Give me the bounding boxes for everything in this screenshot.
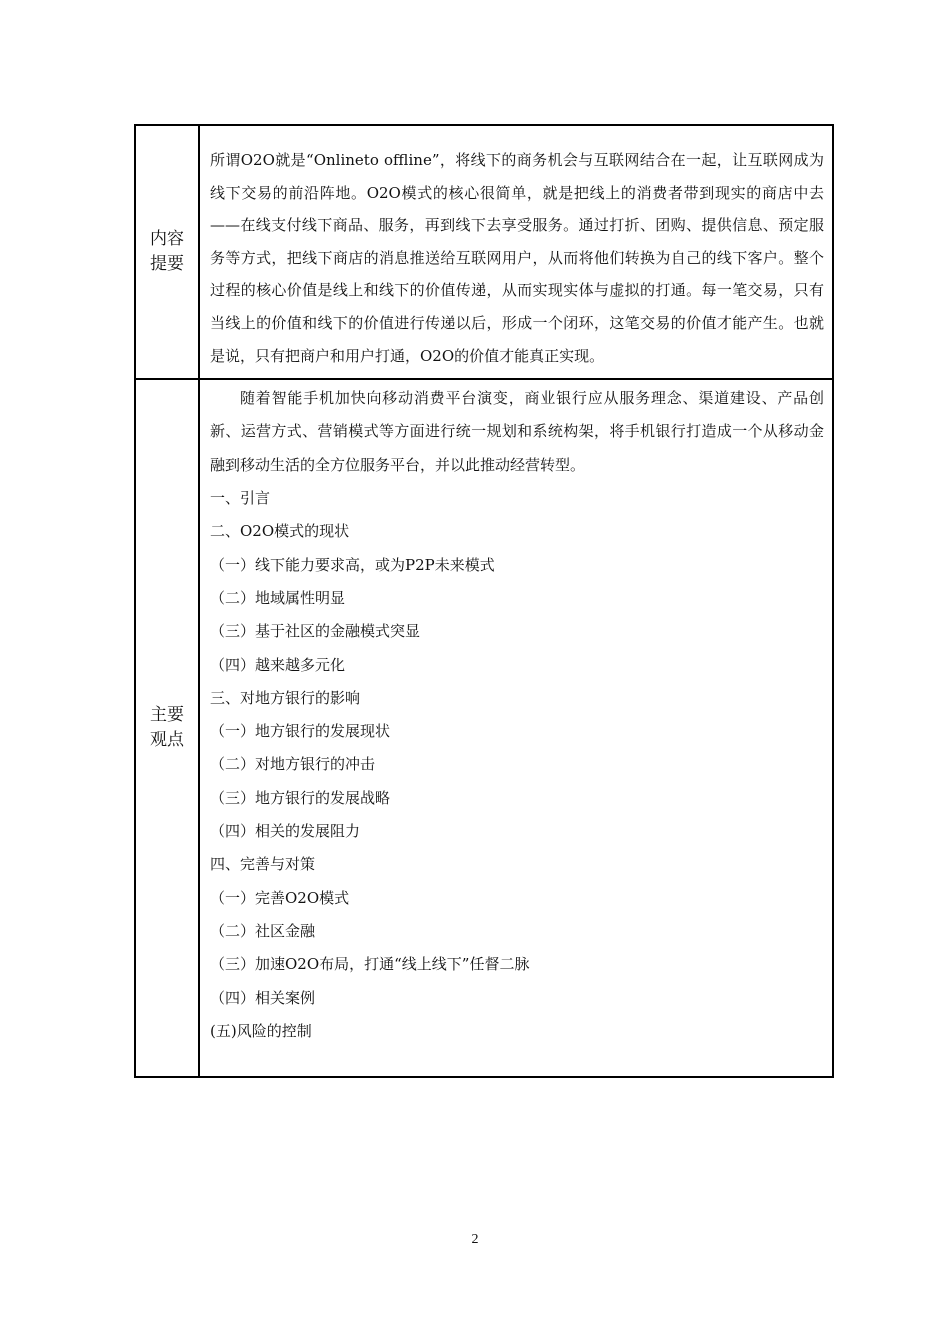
viewpoints-label-line1: 主要 — [150, 705, 184, 726]
report-table — [134, 124, 834, 1078]
outline-list — [210, 482, 824, 1048]
outline-item: （四）相关的发展阻力 — [210, 822, 361, 841]
outline-item: （一）线下能力要求高，或为P2P未来模式 — [210, 555, 495, 574]
outline-item: 三、对地方银行的影响 — [210, 688, 361, 707]
outline-item: 一、引言 — [210, 489, 271, 508]
outline-item: 四、完善与对策 — [210, 855, 316, 874]
outline-item: 二、O2O模式的现状 — [210, 522, 350, 541]
viewpoints-label — [135, 379, 199, 1077]
viewpoints-row — [135, 379, 833, 1077]
outline-item: （二）社区金融 — [210, 921, 316, 940]
outline-item: （四）相关案例 — [210, 988, 316, 1007]
viewpoints-label-line2: 观点 — [150, 730, 184, 751]
outline-item: （一）完善O2O模式 — [210, 888, 350, 907]
viewpoints-content — [199, 379, 833, 1077]
outline-item: （二）对地方银行的冲击 — [210, 755, 376, 774]
viewpoints-intro: 随着智能手机加快向移动消费平台演变，商业银行应从服务理念、渠道建设、产品创新、运营方式、营销模式等方面进行统一规划和系统构架，将手机银行打造成一个从移动金融到移动生活的全方位服务平台，并以此推动经营转型。 — [210, 389, 824, 474]
outline-item: （四）越来越多元化 — [210, 655, 346, 674]
outline-item: （三）地方银行的发展战略 — [210, 788, 391, 807]
outline-item: （二）地域属性明显 — [210, 588, 346, 607]
summary-row — [135, 125, 833, 379]
outline-item: （一）地方银行的发展现状 — [210, 722, 391, 741]
summary-label — [135, 125, 199, 379]
page-number: 2 — [471, 1232, 479, 1247]
summary-label-line2: 提要 — [150, 254, 184, 275]
outline-item: (五)风险的控制 — [210, 1021, 312, 1040]
summary-content — [199, 125, 833, 379]
summary-text: 所谓O2O就是“Onlineto offline”，将线下的商务机会与互联网结合在一起，让互联网成为线下交易的前沿阵地。O2O模式的核心很简单，就是把线上的消费者带到现实的商店中去——在线支付线下商品、服务，再到线下去享受服务。通过打折、团购、提供信息、预定服务等方式，把线下商店的消息推送给互联网用户，从而将他们转换为自己的线下客户。整个过程的核心价值是线上和线下的价值传递，从而实现实体与虚拟的打通。每一笔交易，只有当线上的价值和线下的价值进行传递以后，形成一个闭环，这笔交易的价值才能产生。也就是说，只有把商户和用户打通，O2O的价值才能真正实现。 — [210, 151, 824, 365]
outline-item: （三）加速O2O布局，打通“线上线下”任督二脉 — [210, 955, 530, 974]
outline-item: （三）基于社区的金融模式突显 — [210, 622, 421, 641]
summary-label-line1: 内容 — [150, 229, 184, 250]
